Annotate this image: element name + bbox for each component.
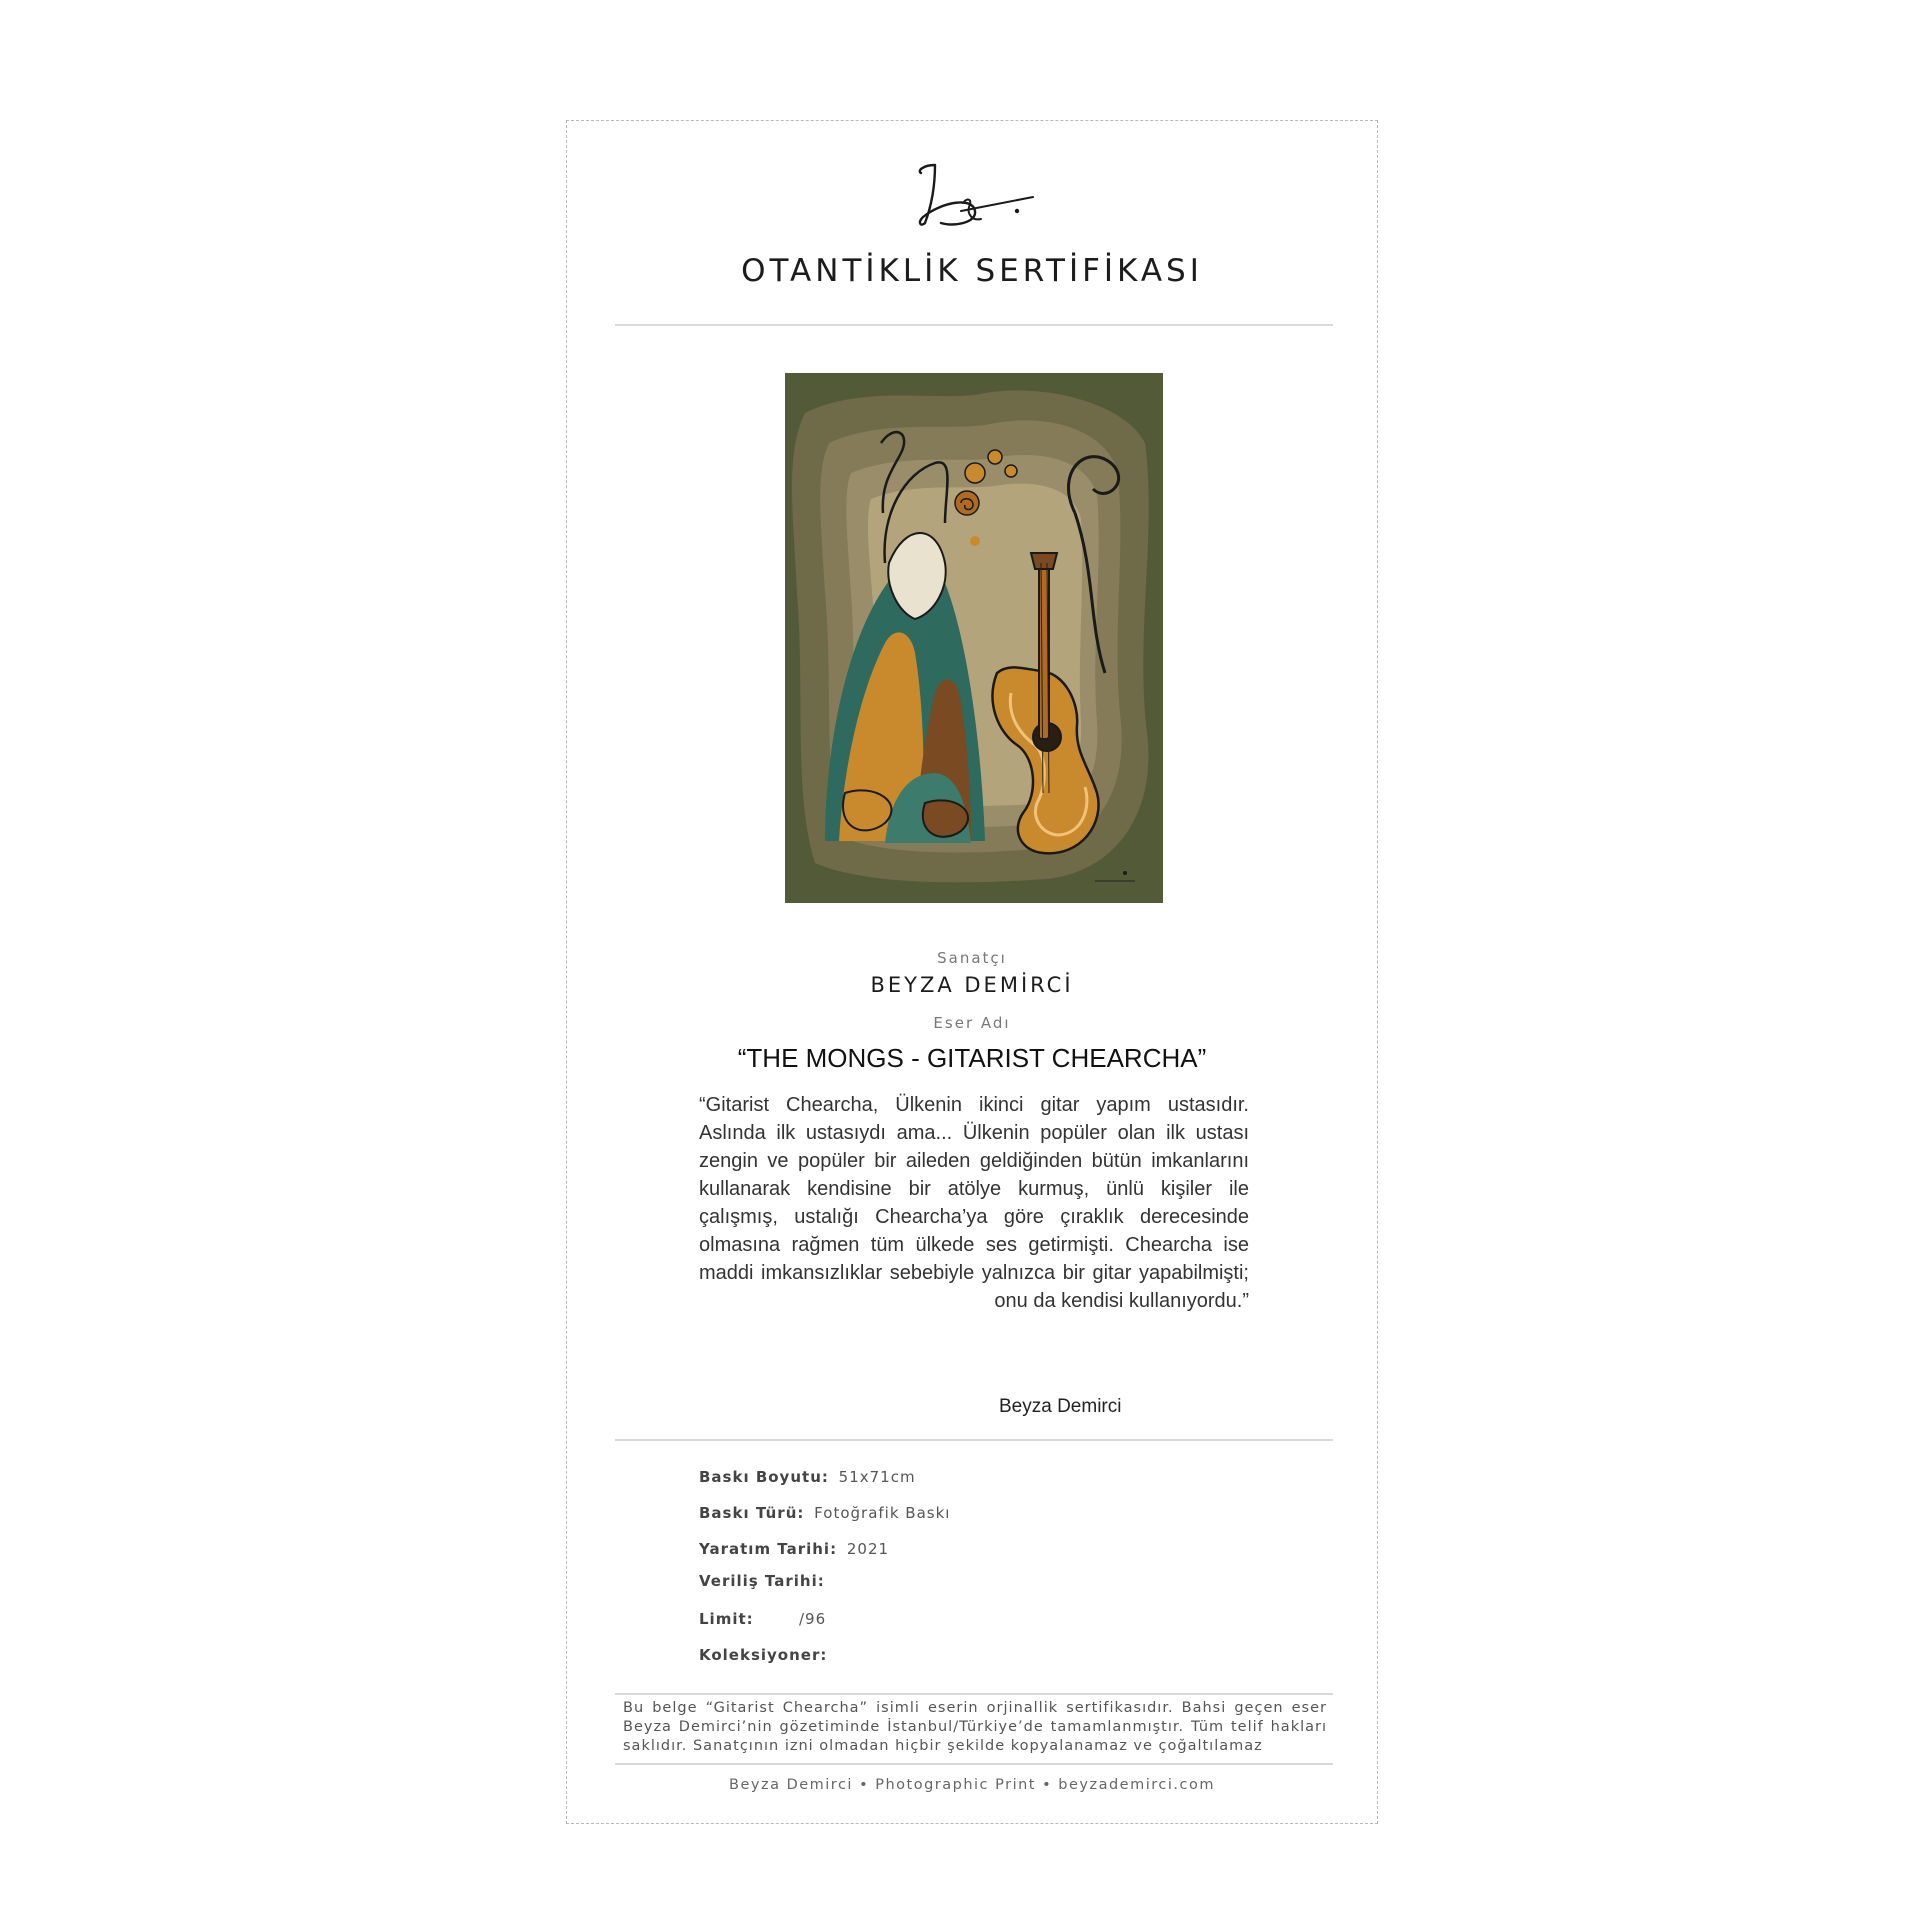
footer-credit: Beyza Demirci • Photographic Print • beyzademirci.com	[729, 1777, 1215, 1793]
spec-collector	[699, 1646, 831, 1664]
artist-label: Sanatçı	[937, 949, 1007, 967]
certificate-card	[566, 120, 1378, 1824]
spec-value: 2021	[846, 1540, 890, 1558]
spec-key: Yaratım Tarihi:	[699, 1540, 838, 1558]
divider	[615, 1693, 1333, 1695]
spec-key: Koleksiyoner:	[699, 1646, 828, 1664]
artwork-painting-image	[785, 373, 1163, 903]
work-title: “THE MONGS - GITARIST CHEARCHA”	[737, 1043, 1207, 1073]
spec-issue-date	[699, 1572, 829, 1590]
spec-print-type	[699, 1504, 950, 1522]
work-label: Eser Adı	[933, 1014, 1011, 1032]
spec-value: 51x71cm	[838, 1468, 916, 1486]
spec-key: Baskı Türü:	[699, 1504, 805, 1522]
copyright-notice: Bu belge “Gitarist Chearcha” isimli eserin orjinallik sertifikasıdır. Bahsi geçen eser Beyza Demirci’nin gözetiminde İstanbul/Türkiye’de tamamlanmıştır. Tüm telif hakları saklıdır. Sanatçının izni olmadan hiçbir şekilde kopyalanamaz ve çoğaltılamaz	[623, 1700, 1327, 1754]
spec-print-size	[699, 1468, 916, 1486]
artist-name: BEYZA DEMİRCİ	[870, 973, 1074, 997]
spec-key: Veriliş Tarihi:	[699, 1572, 825, 1590]
spec-value: Fotoğrafik Baskı	[814, 1504, 951, 1522]
spec-creation-date	[699, 1540, 889, 1558]
artist-signature-logo-icon	[913, 157, 1037, 229]
spec-value: /96	[799, 1610, 827, 1628]
artwork-description: “Gitarist Chearcha, Ülkenin ikinci gitar yapım ustasıdır. Aslında ilk ustasıydı ama... Ülkenin popüler olan ilk ustası zengin ve popüler bir aileden geldiğinden bütün imkanlarını kullanarak kendisine bir atölye kurmuş, ünlü kişiler ile çalışmış, ustalığı Chearcha’ya göre çıraklık derecesinde olmasına rağmen tüm ülkede ses getirmişti. Chearcha ise maddi imkansızlıklar sebebiyle yalnızca bir gitar yapabilmişti; onu da kendisi kullanıyordu.”	[699, 1094, 1249, 1312]
spec-key: Limit:	[699, 1610, 754, 1628]
certificate-title: OTANTİKLİK SERTİFİKASI	[741, 253, 1203, 289]
signature-name: Beyza Demirci	[999, 1396, 1122, 1417]
spec-limit	[699, 1610, 899, 1630]
divider	[615, 1439, 1333, 1441]
divider	[615, 1763, 1333, 1765]
divider	[615, 324, 1333, 326]
spec-key: Baskı Boyutu:	[699, 1468, 829, 1486]
